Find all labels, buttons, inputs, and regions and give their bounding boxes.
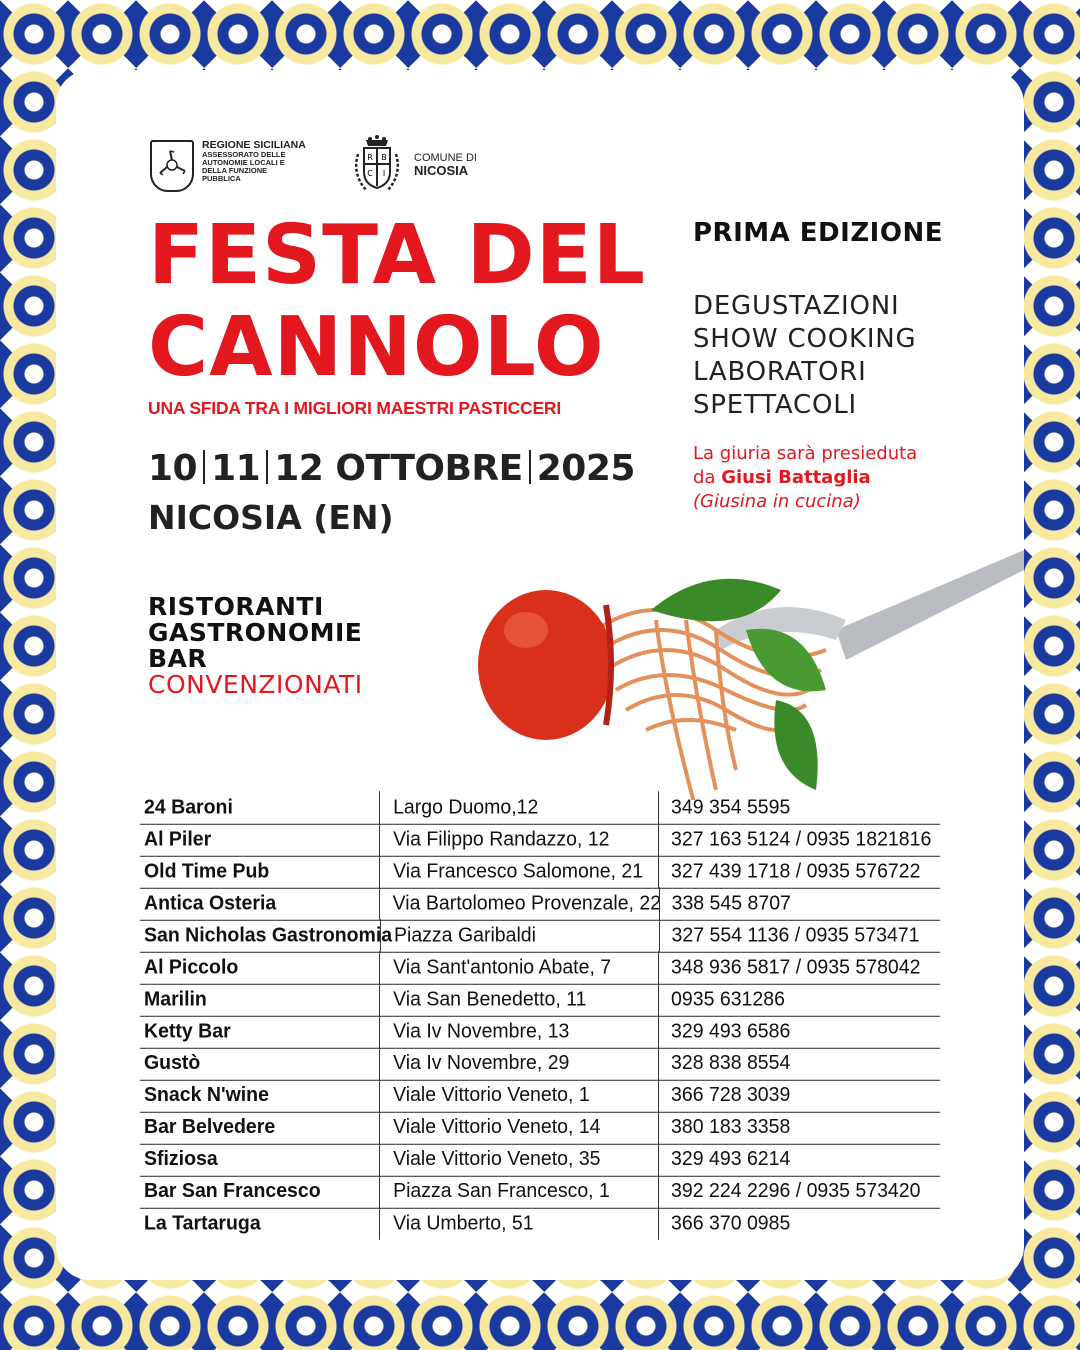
venue-phone: 392 224 2296 / 0935 573420 xyxy=(658,1175,940,1208)
table-row xyxy=(140,855,940,889)
table-row xyxy=(140,1143,940,1177)
regione-siciliana-logo xyxy=(150,140,306,192)
table-row xyxy=(140,1175,940,1209)
event-dates xyxy=(148,448,635,489)
date-separator xyxy=(529,450,531,484)
venue-address: Via Filippo Randazzo, 12 xyxy=(379,823,658,856)
crest-letter: I xyxy=(382,169,386,178)
crest-letter: R xyxy=(367,153,373,162)
venue-phone: 348 936 5817 / 0935 578042 xyxy=(658,951,940,984)
date-day-3: 12 OTTOBRE xyxy=(274,448,523,489)
venue-name: Gustò xyxy=(144,1051,201,1075)
venue-name: Marilin xyxy=(144,987,207,1011)
table-row xyxy=(140,1207,940,1240)
venue-name: Antica Osteria xyxy=(144,891,277,915)
event-place: NICOSIA (EN) xyxy=(148,498,394,537)
table-row xyxy=(140,1047,940,1081)
venue-phone: 0935 631286 xyxy=(658,983,940,1016)
venue-name: Ketty Bar xyxy=(144,1019,231,1043)
crest-letter: B xyxy=(381,153,387,162)
venue-address: Via Francesco Salomone, 21 xyxy=(379,855,658,888)
venue-phone: 327 163 5124 / 0935 1821816 xyxy=(658,823,940,856)
categories-block xyxy=(148,594,363,698)
category-item: BAR xyxy=(148,644,208,673)
venue-address: Viale Vittorio Veneto, 14 xyxy=(379,1111,658,1144)
venue-phone: 380 183 3358 xyxy=(658,1111,940,1144)
venue-name: 24 Baroni xyxy=(144,795,233,819)
venue-name: Snack N'wine xyxy=(144,1083,269,1107)
poster-card xyxy=(56,70,1024,1280)
table-row xyxy=(140,919,940,953)
venue-phone: 327 554 1136 / 0935 573471 xyxy=(659,919,940,952)
jury-line: La giuria sarà presieduta xyxy=(693,443,918,464)
jury-alias: (Giusina in cucina) xyxy=(693,491,861,512)
venue-address: Via Umberto, 51 xyxy=(379,1207,658,1240)
table-row xyxy=(140,1015,940,1049)
region-title: REGIONE SICILIANA xyxy=(202,139,306,151)
activity-item: SHOW COOKING xyxy=(693,324,917,354)
category-accent: CONVENZIONATI xyxy=(148,670,363,699)
activities-list xyxy=(693,290,917,422)
venue-name: La Tartaruga xyxy=(144,1211,261,1235)
venue-address: Viale Vittorio Veneto, 35 xyxy=(379,1143,658,1176)
venue-address: Viale Vittorio Veneto, 1 xyxy=(379,1079,658,1112)
spaghetti-fork-illustration xyxy=(416,500,1024,800)
region-subtitle: ASSESSORATO DELLE AUTONOMIE LOCALI E DELLA FUNZIONE PUBBLICA xyxy=(202,150,286,183)
jury-name: Giusi Battaglia xyxy=(721,467,871,488)
venue-phone: 349 354 5595 xyxy=(658,791,940,824)
table-row xyxy=(140,887,940,921)
comune-name: NICOSIA xyxy=(414,162,469,178)
venue-phone: 366 728 3039 xyxy=(658,1079,940,1112)
venue-phone: 329 493 6586 xyxy=(658,1015,940,1048)
venue-address: Piazza San Francesco, 1 xyxy=(379,1175,658,1208)
table-row xyxy=(140,1079,940,1113)
venue-address: Via Iv Novembre, 29 xyxy=(379,1047,658,1080)
activity-item: LABORATORI xyxy=(693,357,867,387)
venue-name: Sfiziosa xyxy=(144,1147,218,1171)
activity-item: DEGUSTAZIONI xyxy=(693,291,900,321)
venue-phone: 329 493 6214 xyxy=(658,1143,940,1176)
venue-address: Via Bartolomeo Provenzale, 22 xyxy=(379,887,659,920)
title-line-1: FESTA DEL xyxy=(148,208,646,303)
city-crest-icon xyxy=(348,134,406,196)
venue-name: Al Piler xyxy=(144,827,212,851)
venue-phone: 327 439 1718 / 0935 576722 xyxy=(658,855,940,888)
crest-letter: C xyxy=(367,169,373,178)
date-day-2: 11 xyxy=(211,448,261,489)
date-separator xyxy=(203,450,205,484)
trinacria-icon xyxy=(150,140,194,192)
event-title xyxy=(148,210,668,394)
date-separator xyxy=(266,450,268,484)
category-item: GASTRONOMIE xyxy=(148,618,363,647)
table-row xyxy=(140,983,940,1017)
comune-nicosia-logo xyxy=(348,134,477,196)
venue-phone: 328 838 8554 xyxy=(658,1047,940,1080)
venue-address: Piazza Garibaldi xyxy=(380,919,659,952)
venue-phone: 366 370 0985 xyxy=(658,1207,940,1240)
table-row xyxy=(140,823,940,857)
venue-table xyxy=(140,792,940,1239)
edition-label: PRIMA EDIZIONE xyxy=(693,218,943,248)
event-subtitle: UNA SFIDA TRA I MIGLIORI MAESTRI PASTICCERI xyxy=(148,398,562,418)
venue-address: Via Sant'antonio Abate, 7 xyxy=(379,951,658,984)
table-row xyxy=(140,951,940,985)
table-row xyxy=(140,791,940,825)
jury-prefix: da xyxy=(693,467,722,488)
date-day-1: 10 xyxy=(148,448,198,489)
venue-address: Via San Benedetto, 11 xyxy=(379,983,658,1016)
comune-label: COMUNE DI xyxy=(414,151,477,164)
venue-name: Al Piccolo xyxy=(144,955,239,979)
title-line-2: CANNOLO xyxy=(148,300,605,395)
category-item: RISTORANTI xyxy=(148,592,324,621)
venue-name: Bar San Francesco xyxy=(144,1179,321,1203)
venue-name: Old Time Pub xyxy=(144,859,270,883)
venue-address: Via Iv Novembre, 13 xyxy=(379,1015,658,1048)
date-year: 2025 xyxy=(536,448,635,489)
table-row xyxy=(140,1111,940,1145)
venue-phone: 338 545 8707 xyxy=(659,887,940,920)
activity-item: SPETTACOLI xyxy=(693,390,857,420)
venue-name: Bar Belvedere xyxy=(144,1115,276,1139)
venue-address: Largo Duomo,12 xyxy=(379,791,658,824)
venue-name: San Nicholas Gastronomia xyxy=(144,923,393,947)
